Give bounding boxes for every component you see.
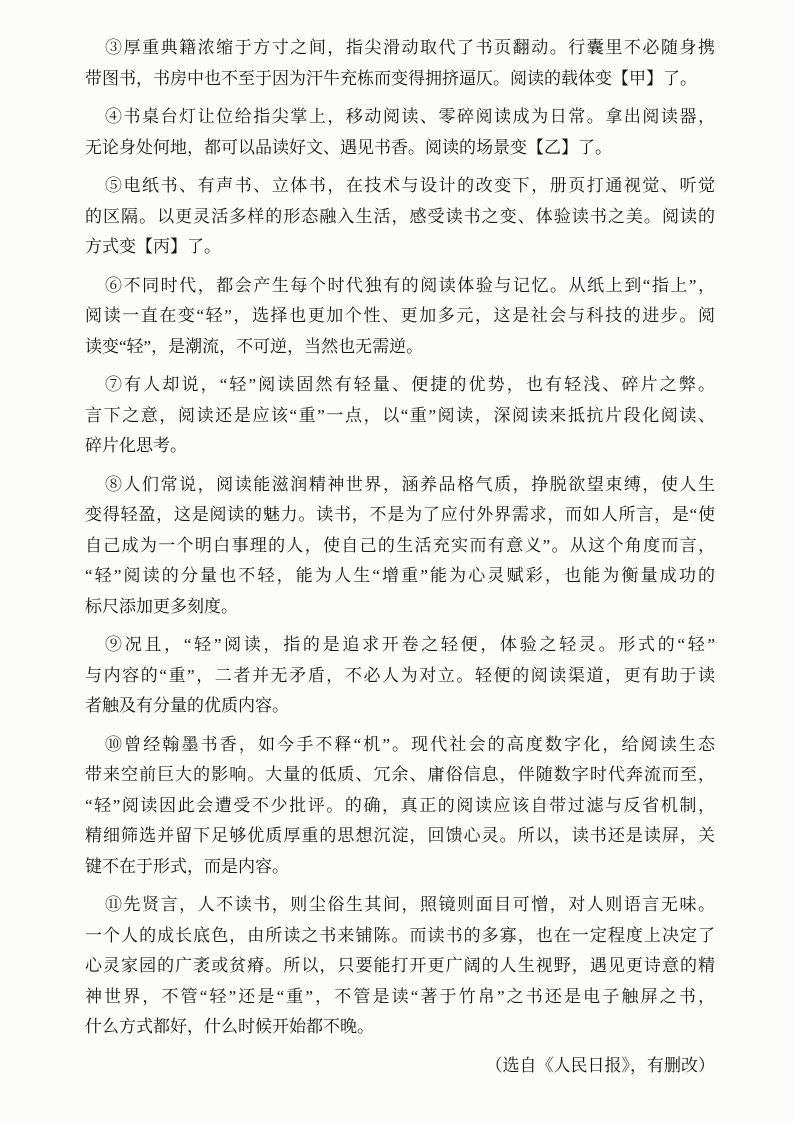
text-line: 碎片化思考。	[85, 436, 187, 455]
text-line: 无论身处何地，都可以品读好文、遇见书香。阅读的场景变【乙】了。	[85, 137, 612, 157]
text-line: ⑧人们常说，阅读能滋润精神世界，涵养品格气质，挣脱欲望束缚，使人生	[105, 474, 715, 494]
text-line: 精细筛选并留下足够优质厚重的思想沉淀，回馈心灵。所以，读书还是读屏，关	[85, 826, 715, 845]
paragraph-4	[85, 102, 715, 163]
text-line: ⑤电纸书、有声书、立体书，在技术与设计的改变下，册页打通视觉、听觉	[105, 176, 715, 195]
text-line: 者触及有分量的优质内容。	[85, 696, 289, 715]
text-line: 的区隔。以更灵活多样的形态融入生活，感受读书之变、体验读书之美。阅读的	[85, 206, 715, 226]
text-line: ⑨况且，“轻”阅读，指的是追求开卷之轻便，体验之轻灵。形式的“轻”	[105, 635, 715, 654]
text-line: “轻”阅读因此会遭受不少批评。的确，真正的阅读应该自带过滤与反省机制，	[85, 795, 715, 815]
text-line: 一个人的成长底色，由所读之书来铺陈。而读书的多寡，也在一定程度上决定了	[85, 925, 715, 945]
paragraph-9	[85, 630, 715, 722]
text-line: 读变“轻”，是潮流，不可逆，当然也无需逆。	[85, 336, 424, 356]
text-line: 键不在于形式，而是内容。	[85, 856, 289, 876]
paragraph-6	[85, 271, 715, 363]
text-line: 带来空前巨大的影响。大量的低质、冗余、庸俗信息，伴随数字时代奔流而至，	[85, 765, 715, 784]
paragraph-5	[85, 171, 715, 263]
text-line: 阅读一直在变“轻”，选择也更加个性、更加多元，这是社会与科技的进步。阅	[85, 306, 715, 325]
text-line: ⑪先贤言，人不读书，则尘俗生其间，照镜则面目可憎，对人则语言无味。	[105, 895, 715, 914]
text-line: ③厚重典籍浓缩于方寸之间，指尖滑动取代了书页翻动。行囊里不必随身携	[105, 38, 715, 57]
text-line: 变得轻盈，这是阅读的魅力。读书，不是为了应付外界需求，而如人所言，是“使	[85, 505, 715, 524]
text-line: ⑦有人却说，“轻”阅读固然有轻量、便捷的优势，也有轻浅、碎片之弊。	[105, 375, 715, 394]
paragraph-11	[85, 890, 715, 1043]
paragraph-10	[85, 730, 715, 883]
source-citation: （选自《人民日报》，有删改）	[485, 1055, 715, 1075]
text-line: 心灵家园的广袤或贫瘠。所以，只要能打开更广阔的人生视野，遇见更诗意的精	[85, 956, 715, 975]
text-line: 方式变【丙】了。	[85, 237, 221, 256]
text-line: ⑩曾经翰墨书香，如今手不释“机”。现代社会的高度数字化，给阅读生态	[105, 734, 715, 754]
text-line: 与内容的“重”，二者并无矛盾，不必人为对立。轻便的阅读渠道，更有助于读	[85, 665, 715, 685]
text-line: 什么方式都好，什么时候开始都不晚。	[85, 1017, 374, 1036]
text-line: ④书桌台灯让位给指尖掌上，移动阅读、零碎阅读成为日常。拿出阅读器，	[105, 107, 715, 126]
text-line: “轻”阅读的分量也不轻，能为人生“增重”能为心灵赋彩，也能为衡量成功的	[85, 566, 715, 585]
text-line: 神世界，不管“轻”还是“重”，不管是读“著于竹帛”之书还是电子触屏之书，	[85, 986, 715, 1006]
text-line: ⑥不同时代，都会产生每个时代独有的阅读体验与记忆。从纸上到“指上”，	[105, 275, 715, 295]
paragraph-3	[85, 33, 715, 94]
paragraph-7	[85, 370, 715, 462]
text-line: 言下之意，阅读还是应该“重”一点，以“重”阅读，深阅读来抵抗片段化阅读、	[85, 405, 715, 425]
text-line: 带图书，书房中也不至于因为汗牛充栋而变得拥挤逼仄。阅读的载体变【甲】了。	[85, 68, 697, 88]
paragraph-8	[85, 470, 715, 623]
text-line: 标尺添加更多刻度。	[85, 596, 238, 616]
text-line: 自己成为一个明白事理的人，使自己的生活充实而有意义”。从这个角度而言，	[85, 535, 715, 555]
